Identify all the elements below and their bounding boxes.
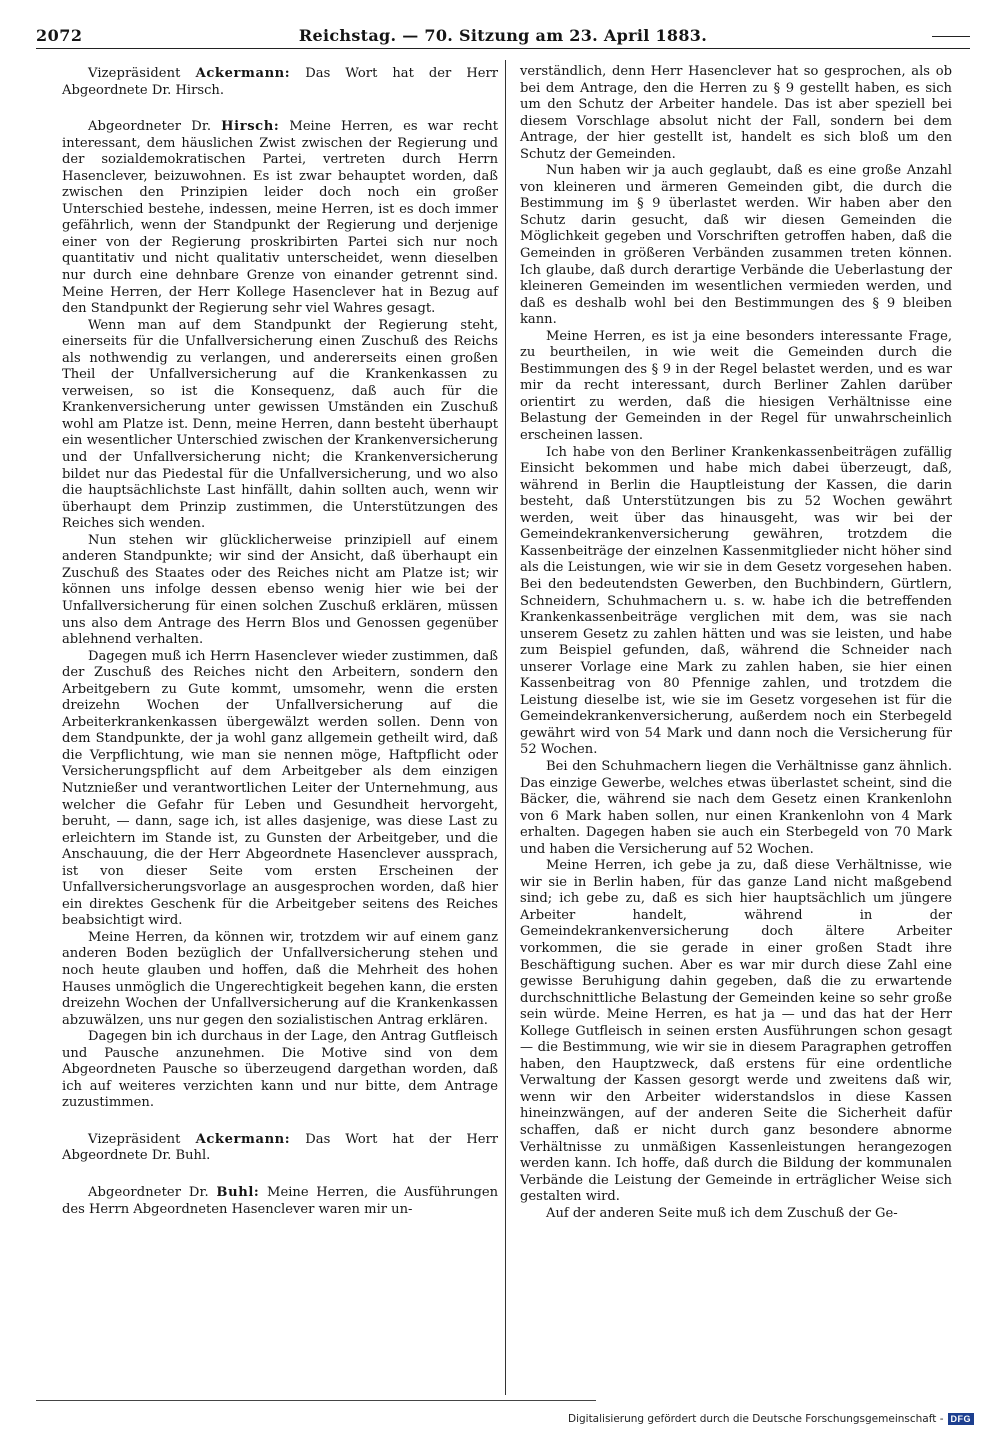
paragraph: Dagegen bin ich durchaus in der Lage, den Antrag Gutfleisch und Pausche anzunehmen. Die Motive sind von dem Abgeordneten Pausche so überzeugend dargethan worden, daß ich auf weiteres verzichten kann und nur bitte, dem Antrage zuzustimmen. [62, 1029, 498, 1111]
speaker-name: Ackermann: [195, 1131, 291, 1147]
running-title: Reichstag. — 70. Sitzung am 23. April 1883. [298, 26, 708, 45]
paragraph: Auf der anderen Seite muß ich dem Zuschuß der Ge- [546, 1205, 898, 1221]
paragraph: verständlich, denn Herr Hasenclever hat so gesprochen, als ob bei dem Antrage, den die Herren zu § 9 gestellt haben, es sich um den Schutz der Arbeiter handele. Das ist aber speziell bei diesem Vorschlage absolut nicht der Fall, sondern bei dem Antrage, der hier gestellt ist, handelt es sich bloß um den Schutz der Gemeinden. [520, 64, 952, 162]
paragraph-text: Das Wort hat der Herr Abgeordnete Dr. Hirsch. [62, 66, 498, 98]
paragraph-text: Meine Herren, es war recht interessant, dem häuslichen Zwist zwischen der Regierung und der sozialdemokratischen Partei, vertreten durch Herrn Hasenclever, beizuwohnen. Es ist zwar behauptet worden, daß zwischen den Prinzipien leider doch noch ein großer Unterschied bestehe, indessen, meine Herren, ist es doch immer gefährlich, wenn der Standpunkt der Regierung und derjenige einer von der Regierung proskribirten Partei sich nur noch quantitativ und nicht qualitativ unterscheidet, wenn dieselben nur durch eine dehnbare Grenze von einander getrennt sind. Meine Herren, der Herr Kollege Hasenclever hat in Bezug auf den Standpunkt der Regierung sehr viel Wahres gesagt. [62, 119, 499, 317]
paragraph-text: Das Wort hat der Herr Abgeordnete Dr. Buhl. [62, 1131, 498, 1164]
page-header [36, 26, 970, 49]
speaker-paragraph [62, 66, 498, 99]
left-column [62, 64, 498, 1218]
paragraph: Dagegen muß ich Herrn Hasenclever wieder zustimmen, daß der Zuschuß des Reiches nicht den Arbeitern, sondern den Arbeitgebern zu Gute kommt, umsomehr, wenn die ersten dreizehn Wochen der Unfallversicherung auf die Arbeiterkrankenkassen übergewälzt werden sollen. Denn von dem Standpunkte, der ja wohl ganz allgemein getheilt wird, daß die Verpflichtung, wie man sie nennen möge, Haftpflicht oder Versicherungspflicht auf dem Arbeitgeber als dem einzigen Nutznießer und verantwortlichen Leiter der Unternehmung, aus welcher die Gefahr für Leben und Gesundheit hervorgeht, beruht, — dann, sage ich, ist alles dasjenige, was diese Last zu erleichtern im Stande ist, zu Gunsten der Arbeitgeber, und die Anschauung, die der Herr Abgeordnete Hasenclever aussprach, ist von dieser Seite vom ersten Erscheinen der Unfallversicherungsvorlage an ausgesprochen worden, daß hier ein direktes Geschenk für die Arbeitgeber seitens des Reiches beabsichtigt wird. [62, 648, 498, 929]
speaker-title: Abgeordneter Dr. [88, 119, 212, 135]
column-divider [505, 60, 506, 1395]
speaker-name: Buhl: [216, 1185, 260, 1200]
speaker-name: Ackermann: [195, 66, 291, 81]
page-number: 2072 [36, 26, 83, 45]
speaker-paragraph [62, 119, 498, 318]
paragraph: Wenn man auf dem Standpunkt der Regierung steht, einerseits für die Unfallversicherung einen Zuschuß des Reichs als nothwendig zu verlangen, und andererseits einen großen Theil der Unfallversicherung auf die Krankenkassen zu verweisen, so ist die Konsequenz, daß auch für die Krankenversicherung unter gewissen Umständen ein Zuschuß wohl am Platze ist. Denn, meine Herren, dann besteht überhaupt ein wesentlicher Unterschied zwischen der Krankenversicherung und der Unfallversicherung nicht; die Krankenversicherung bildet nur das Piedestal für die Unfallversicherung, und wo also die hauptsächlichste Last hinfällt, dahin sollten auch, wenn wir überhaupt dem Prinzip zustimmen, die Unterstützungen des Reiches sich wenden. [62, 317, 498, 532]
paragraph: Bei den Schuhmachern liegen die Verhältnisse ganz ähnlich. Das einzige Gewerbe, welches etwas überlastet scheint, sind die Bäcker, die, während sie nach dem Gesetz einen Krankenlohn von 6 Mark haben sollen, nur einen Krankenlohn von 4 Mark erhalten. Dagegen haben sie auch ein Sterbegeld von 70 Mark und haben die Versicherung auf 52 Wochen. [520, 758, 952, 857]
digitization-credit [568, 1413, 974, 1425]
paragraph-text: Meine Herren, die Ausführungen des Herrn Abgeordneten Hasenclever waren mir un- [62, 1185, 499, 1217]
paragraph: Meine Herren, da können wir, trotzdem wir auf einem ganz anderen Boden bezüglich der Unfallversicherung stehen und noch heute glauben und hoffen, daß die Mehrheit des hohen Hauses unmöglich die Ungerechtigkeit begehen kann, die ersten dreizehn Wochen der Unfallversicherung auf die Krankenkassen abzuwälzen, uns nur gegen den sozialistischen Antrag erklären. [62, 929, 498, 1028]
speaker-title: Abgeordneter Dr. [88, 1185, 209, 1200]
speaker-paragraph [62, 1132, 498, 1165]
header-rule-mark [932, 36, 970, 37]
speaker-title: Vizepräsident [88, 1131, 181, 1147]
paragraph: Meine Herren, es ist ja eine besonders interessante Frage, zu beurtheilen, in wie weit die Gemeinden durch die Bestimmungen des § 9 in der Regel belastet werden, und es war mir da recht interessant, durch Berliner Zahlen darüber orientirt zu werden, daß die hiesigen Verhältnisse eine Belastung der Gemeinden in der Regel für unwahrscheinlich erscheinen lassen. [520, 328, 952, 444]
footer-rule [36, 1400, 596, 1401]
paragraph: Ich habe von den Berliner Krankenkassenbeiträgen zufällig Einsicht bekommen und habe mich dabei überzeugt, daß, während in Berlin die Hauptleistung der Kassen, die darin besteht, daß Unterstützungen bis zu 52 Wochen gewährt werden, weit über das hinausgeht, was wir bei der Gemeindekrankenversicherung gewähren, trotzdem die Kassenbeiträge der einzelnen Kassenmitglieder nicht höher sind als die Leistungen, wie wir sie in dem Gesetz vorgesehen haben. Bei den bedeutendsten Gewerben, den Buchbindern, Gürtlern, Schneidern, Schuhmachern u. s. w. habe ich die betreffenden Krankenkassenbeiträge verglichen mit dem, was sie nach unserem Gesetz zu zahlen hätten und was sie leisten, und habe zum Beispiel gefunden, daß, während die Schneider nach unserer Vorlage eine Mark zu zahlen haben, sie hier einen Kassenbeitrag von 80 Pfennige zahlen, und trotzdem die Leistung dieselbe ist, wie sie im Gesetz vorgesehen ist für die Gemeindekrankenversicherung, außerdem noch ein Sterbegeld gewährt wird von 54 Mark und dann noch die Versicherung für 52 Wochen. [520, 444, 952, 758]
speaker-name: Hirsch: [221, 119, 280, 135]
paragraph: Nun stehen wir glücklicherweise prinzipiell auf einem anderen Standpunkte; wir sind der Ansicht, daß überhaupt ein Zuschuß des Staates oder des Reiches nicht am Platze ist; wir können uns infolge dessen ebenso wenig hier wie bei der Unfallversicherung für einen solchen Zuschuß erklären, müssen uns also dem Antrage des Herrn Blos und Genossen gegenüber ablehnend verhalten. [62, 532, 498, 648]
speaker-title: Vizepräsident [88, 66, 181, 81]
dfg-logo: DFG [948, 1413, 975, 1425]
paragraph: Nun haben wir ja auch geglaubt, daß es eine große Anzahl von kleineren und ärmeren Gemeinden gibt, die durch die Bestimmung im § 9 überlastet werden. Wir haben aber den Schutz darin gesucht, daß wir diesen Gemeinden die Möglichkeit gegeben und Vorschriften getroffen haben, daß die Gemeinden in größeren Verbänden zusammen treten können. Ich glaube, daß durch derartige Verbände die Ueberlastung der kleineren Gemeinden im wesentlichen vermieden werden, und daß es deshalb wohl bei den Bestimmungen des § 9 bleiben kann. [520, 163, 952, 328]
credit-text: Digitalisierung gefördert durch die Deutsche Forschungsgemeinschaft - [567, 1413, 944, 1425]
speaker-paragraph [62, 1185, 498, 1218]
right-column [520, 64, 952, 1222]
paragraph: Meine Herren, ich gebe ja zu, daß diese Verhältnisse, wie wir sie in Berlin haben, für das ganze Land nicht maßgebend sind; ich gebe zu, daß es sich hier hauptsächlich um jüngere Arbeiter handelt, während in der Gemeindekrankenversicherung doch ältere Arbeiter vorkommen, die sie gerade in einer großen Stadt ihre Beschäftigung suchen. Aber es war mir durch diese Zahl eine gewisse Beruhigung dahin gegeben, daß die zu erwartende durchschnittliche Belastung der Gemeinden keine so sehr große sein würde. Meine Herren, es hat ja — und das hat der Herr Kollege Gutfleisch in seinen ersten Ausführungen schon gesagt — die Bestimmung, wie wir sie in diesem Paragraphen getroffen haben, den Hauptzweck, daß erstens für eine ordentliche Verwaltung der Kassen gesorgt werde und zweitens daß wir, wenn wir den Arbeiter widerstandslos in diese Kassen hineinzwängen, auf der anderen Seite die Sicherheit dafür schaffen, daß er nicht durch ganz besondere abnorme Verhältnisse zu unmäßigen Kassenleistungen herangezogen werden kann. Ich hoffe, daß durch die Bildung der kommunalen Verbände die Leistung der Gemeinde in erträglicher Weise sich gestalten wird. [520, 858, 952, 1205]
